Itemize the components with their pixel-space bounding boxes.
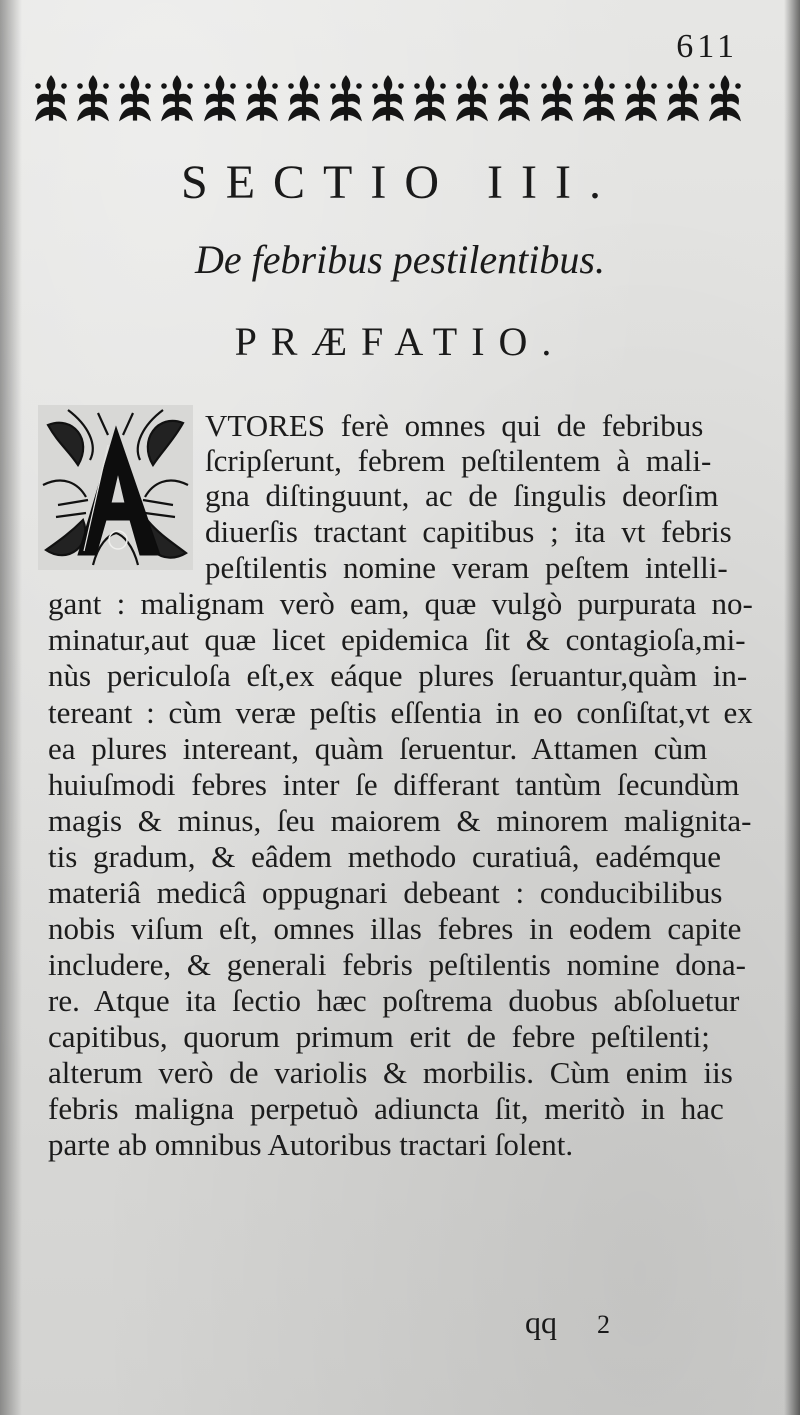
section-title: SECTIO III. xyxy=(181,156,619,209)
text-line: tereant : cùm veræ peſtis eſſentia in eo conſiſtat,vt ex xyxy=(48,695,753,730)
text-line: gant : malignam verò eam, quæ vulgò purpurata no- xyxy=(48,586,753,621)
signature-mark: 2 xyxy=(597,1310,610,1339)
text-line: VTORES ferè omnes qui de febribus xyxy=(205,408,704,443)
text-line: minatur,aut quæ licet epidemica ſit & contagioſa,mi- xyxy=(48,622,746,657)
text-line: materiâ medicâ oppugnari debeant : conducibilibus xyxy=(48,875,723,910)
text-line: tis gradum, & eâdem methodo curatiuâ, eadémque xyxy=(48,839,721,874)
text-line: capitibus, quorum primum erit de febre peſtilenti; xyxy=(48,1019,710,1054)
text-line: nobis viſum eſt, omnes illas febres in eodem capite xyxy=(48,911,742,946)
page-number: 611 xyxy=(676,28,738,65)
preface-heading: PRÆFATIO. xyxy=(234,319,566,364)
text-line: alterum verò de variolis & morbilis. Cùm enim iis xyxy=(48,1055,733,1090)
text-line: magis & minus, ſeu maiorem & minorem malignita- xyxy=(48,803,752,838)
catchword-text: qq xyxy=(525,1304,557,1340)
text-line: huiuſmodi febres inter ſe differant tantùm ſecundùm xyxy=(48,767,740,802)
text-line: ea plures intereant, quàm ſeruentur. Attamen cùm xyxy=(48,731,708,766)
text-line: nùs periculoſa eſt,ex eáque plures ſeruantur,quàm in- xyxy=(48,658,748,693)
catchword xyxy=(525,1304,610,1341)
text-line: diuerſis tractant capitibus ; ita vt febris xyxy=(205,514,732,549)
text-line: re. Atque ita ſectio hæc poſtrema duobus abſoluetur xyxy=(48,983,740,1018)
section-subtitle: De febribus pestilentibus. xyxy=(195,237,605,282)
text-line: includere, & generali febris peſtilentis nomine dona- xyxy=(48,947,746,982)
text-line: ſcripſerunt, febrem peſtilentem à mali- xyxy=(205,443,712,478)
text-line: febris maligna perpetuò adiuncta ſit, meritò in hac xyxy=(48,1091,724,1126)
text-line: gna diſtinguunt, ac de ſingulis deorſim xyxy=(205,478,719,513)
text-line: parte ab omnibus Autoribus tractari ſolent. xyxy=(48,1127,574,1162)
text-line: peſtilentis nomine veram peſtem intelli- xyxy=(205,550,728,585)
